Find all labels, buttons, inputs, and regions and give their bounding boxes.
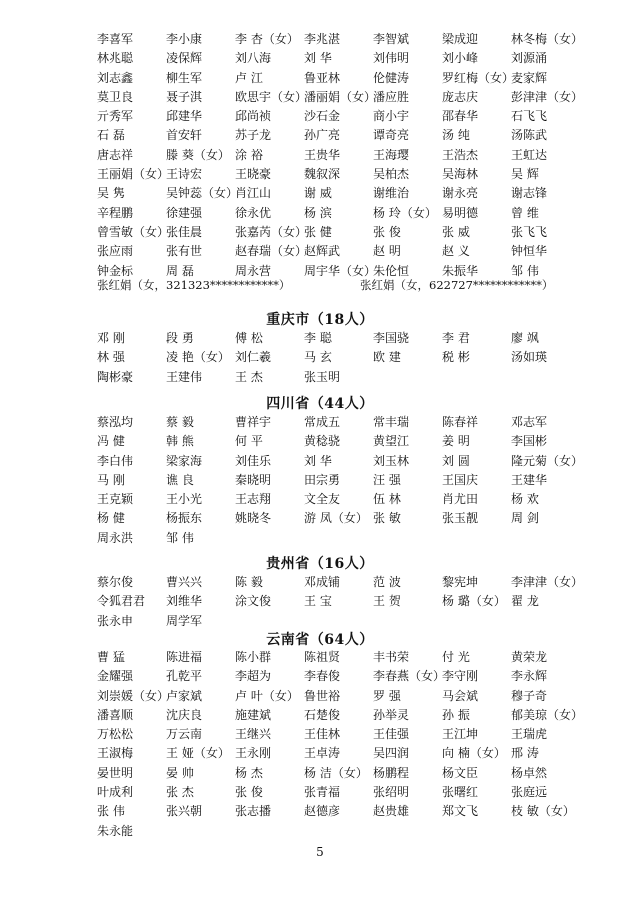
name-cell: 李 杏（女） (235, 32, 299, 46)
name-cell: 张 敏 (373, 511, 401, 526)
name-cell: 邓志军 (511, 415, 548, 429)
name-cell: 孙广亮 (304, 128, 341, 143)
name-cell: 马会斌 (442, 688, 479, 703)
name-row (97, 802, 587, 821)
name-list-chongqing (97, 329, 587, 387)
name-cell: 邹 伟 (166, 530, 194, 545)
name-cell: 张有世 (166, 244, 203, 259)
name-cell: 梁成迎 (442, 32, 479, 46)
name-row (97, 592, 587, 611)
name-row (97, 184, 587, 203)
name-cell: 刘八海 (235, 51, 272, 66)
name-cell: 涂文俊 (235, 594, 272, 609)
name-cell: 王继兴 (235, 727, 272, 742)
name-cell: 王丽娟（女） (97, 167, 170, 182)
name-cell: 张飞飞 (511, 224, 548, 239)
name-cell: 张玉明 (304, 369, 341, 384)
name-cell: 李津津（女） (511, 575, 584, 589)
name-cell: 李喜军 (97, 32, 134, 46)
name-cell: 刘 圆 (442, 453, 470, 468)
name-cell: 罗 强 (373, 688, 401, 703)
name-cell: 刘志鑫 (97, 70, 134, 85)
name-cell: 杨 健 (97, 511, 125, 526)
name-cell: 田宗勇 (304, 472, 341, 487)
name-cell: 郁美琼（女） (511, 707, 584, 722)
name-cell: 沙石金 (304, 109, 341, 124)
name-cell: 张 健 (304, 224, 332, 239)
name-cell: 卢 江 (235, 70, 263, 85)
name-list-yunnan (97, 648, 587, 841)
name-cell: 朱永能 (97, 823, 134, 838)
name-cell: 李 君 (442, 331, 470, 345)
section-heading-sichuan: 四川省（44人） (266, 396, 374, 412)
name-cell: 刘源涌 (511, 51, 548, 66)
name-cell: 施建斌 (235, 707, 272, 722)
name-cell: 吴 辉 (511, 167, 539, 182)
name-cell: 李超为 (235, 669, 272, 684)
name-cell: 姚晓冬 (235, 511, 272, 526)
name-cell: 涂 裕 (235, 147, 263, 162)
name-cell: 凌保辉 (166, 51, 203, 66)
name-cell: 段 勇 (166, 331, 194, 345)
name-cell: 晏世明 (97, 765, 134, 780)
name-row (97, 648, 587, 667)
name-cell: 唐志祥 (97, 147, 134, 162)
name-cell: 聂子淇 (166, 89, 203, 104)
name-cell: 刘 华 (304, 453, 332, 468)
name-cell: 凌 艳（女） (166, 350, 230, 365)
name-cell: 赵 明 (373, 244, 401, 259)
name-row (97, 69, 587, 88)
name-cell: 杨 璐（女） (442, 594, 506, 609)
name-row (97, 452, 587, 471)
name-cell: 枝 敏（女） (511, 804, 575, 819)
name-cell: 曹 猛 (97, 650, 125, 664)
name-row (97, 30, 587, 49)
name-cell: 石楚俊 (304, 707, 341, 722)
name-cell: 吴海林 (442, 167, 479, 182)
name-cell: 付 光 (442, 650, 470, 664)
section-heading-guizhou: 贵州省（16人） (266, 556, 374, 572)
name-cell: 蔡尔俊 (97, 575, 134, 589)
name-cell: 邱建华 (166, 109, 203, 124)
name-cell: 柳生军 (166, 70, 203, 85)
name-cell: 万云南 (166, 727, 203, 742)
name-cell: 沈庆良 (166, 707, 203, 722)
name-cell: 张嘉芮（女） (235, 224, 308, 239)
name-cell: 张 杰 (166, 785, 194, 800)
name-cell: 王晓豪 (235, 167, 272, 182)
name-row (97, 223, 587, 242)
name-cell: 滕 葵（女） (166, 147, 230, 162)
name-cell: 晏 帅 (166, 765, 194, 780)
name-cell: 汪 强 (373, 472, 401, 487)
name-cell: 赵贵雄 (373, 804, 410, 819)
name-cell: 曾 维 (511, 205, 539, 220)
name-cell: 邓 刚 (97, 331, 125, 345)
name-cell: 马 刚 (97, 472, 125, 487)
name-row (97, 509, 587, 528)
name-cell: 王建伟 (166, 369, 203, 384)
name-cell: 王海璎 (373, 147, 410, 162)
name-row (97, 573, 587, 592)
name-cell: 傅 松 (235, 331, 263, 345)
name-cell: 邢 涛 (511, 746, 539, 761)
name-cell: 王国庆 (442, 472, 479, 487)
name-cell: 张志播 (235, 804, 272, 819)
name-cell: 黄望江 (373, 434, 410, 449)
name-cell: 王小光 (166, 492, 203, 507)
name-cell: 孙举灵 (373, 707, 410, 722)
name-cell: 王永刚 (235, 746, 272, 761)
name-cell: 邱尚祯 (235, 109, 272, 124)
name-cell: 郑文飞 (442, 804, 479, 819)
name-row (97, 432, 587, 451)
name-cell: 吴钟蕊（女） (166, 186, 239, 201)
name-cell: 陈小群 (235, 650, 272, 664)
name-cell: 卢 叶（女） (235, 688, 299, 703)
name-cell: 黎宪坤 (442, 575, 479, 589)
name-row (97, 242, 587, 261)
name-cell: 林冬梅（女） (511, 32, 584, 46)
name-cell: 范 波 (373, 575, 401, 589)
name-cell: 朱伦恒 (373, 263, 410, 278)
name-cell: 王卓涛 (304, 746, 341, 761)
name-cell: 李小康 (166, 32, 203, 46)
name-cell: 邓成铺 (304, 575, 341, 589)
name-cell: 刘 华 (304, 51, 332, 66)
name-cell: 苏子龙 (235, 128, 272, 143)
name-cell: 陈进福 (166, 650, 203, 664)
name-cell: 周永营 (235, 263, 272, 278)
name-cell: 刘佳乐 (235, 453, 272, 468)
name-cell: 林 强 (97, 350, 125, 365)
name-cell: 谯 良 (166, 472, 194, 487)
name-cell: 钟金标 (97, 263, 134, 278)
name-cell: 陶彬豪 (97, 369, 134, 384)
name-cell: 陈春祥 (442, 415, 479, 429)
name-cell: 李 聪 (304, 331, 332, 345)
name-cell: 朱振华 (442, 263, 479, 278)
name-cell: 张 威 (442, 224, 470, 239)
name-cell: 谢志锋 (511, 186, 548, 201)
name-cell: 徐永优 (235, 205, 272, 220)
name-cell: 伦健涛 (373, 70, 410, 85)
name-cell: 麦家辉 (511, 70, 548, 85)
name-cell: 亓秀军 (97, 109, 134, 124)
name-cell: 万松松 (97, 727, 134, 742)
name-cell: 周永洪 (97, 530, 134, 545)
name-cell: 向 楠（女） (442, 746, 506, 761)
name-cell: 李国彬 (511, 434, 548, 449)
name-cell: 杨振东 (166, 511, 203, 526)
name-cell: 刘仁羲 (235, 350, 272, 365)
name-cell: 王佳林 (304, 727, 341, 742)
name-cell: 王淑梅 (97, 746, 134, 761)
name-cell: 张玉靓 (442, 511, 479, 526)
name-cell: 赵 义 (442, 244, 470, 259)
name-cell: 王 宝 (304, 594, 332, 609)
name-cell: 周 磊 (166, 263, 194, 278)
name-row (97, 687, 587, 706)
name-cell: 赵辉武 (304, 244, 341, 259)
name-cell: 杨鹏程 (373, 765, 410, 780)
name-cell: 鲁亚林 (304, 70, 341, 85)
name-cell: 易明德 (442, 205, 479, 220)
name-cell: 肖江山 (235, 186, 272, 201)
name-cell: 曹祥宇 (235, 415, 272, 429)
name-cell: 魏叙深 (304, 167, 341, 182)
name-cell: 周 剑 (511, 511, 539, 526)
name-cell: 何 平 (235, 434, 263, 449)
name-cell: 张兴朝 (166, 804, 203, 819)
name-cell: 王江坤 (442, 727, 479, 742)
name-cell: 王 杰 (235, 369, 263, 384)
name-cell: 王贵华 (304, 147, 341, 162)
name-row (97, 368, 587, 387)
name-cell: 张永申 (97, 613, 134, 628)
name-cell: 王瑞虎 (511, 727, 548, 742)
name-cell: 张绍明 (373, 785, 410, 800)
name-cell: 周学军 (166, 613, 203, 628)
name-cell: 李国骁 (373, 331, 410, 345)
name-cell: 王虹达 (511, 147, 548, 162)
name-cell: 常成五 (304, 415, 341, 429)
id-line-2: 张红娟（女，622727************） (360, 278, 554, 292)
name-cell: 赵德彦 (304, 804, 341, 819)
name-cell: 李春燕（女） (373, 669, 446, 684)
name-cell: 王 娅（女） (166, 746, 230, 761)
name-cell: 文全友 (304, 492, 341, 507)
name-cell: 徐建强 (166, 205, 203, 220)
name-row (97, 204, 587, 223)
name-cell: 杨卓然 (511, 765, 548, 780)
name-cell: 丰书荣 (373, 650, 410, 664)
name-cell: 林兆聪 (97, 51, 134, 66)
name-cell: 莫卫良 (97, 89, 134, 104)
name-cell: 马 玄 (304, 350, 332, 365)
name-cell: 王浩杰 (442, 147, 479, 162)
name-cell: 李兆湛 (304, 32, 341, 46)
name-cell: 梁家海 (166, 453, 203, 468)
name-cell: 张庭远 (511, 785, 548, 800)
name-cell: 刘崇媛（女） (97, 688, 170, 703)
name-cell: 石 磊 (97, 128, 125, 143)
name-cell: 王佳强 (373, 727, 410, 742)
name-cell: 叶成利 (97, 785, 134, 800)
name-row (97, 744, 587, 763)
name-cell: 刘小峰 (442, 51, 479, 66)
name-cell: 罗红梅（女） (442, 70, 515, 85)
name-row (97, 49, 587, 68)
name-cell: 杨 杰 (235, 765, 263, 780)
name-cell: 蔡 毅 (166, 415, 194, 429)
name-row (97, 612, 587, 631)
name-cell: 周宇华（女） (304, 263, 377, 278)
name-row (97, 348, 587, 367)
name-cell: 李春俊 (304, 669, 341, 684)
name-cell: 伍 林 (373, 492, 401, 507)
name-cell: 欧 建 (373, 350, 401, 365)
name-list-sichuan (97, 413, 587, 548)
name-row (97, 764, 587, 783)
name-cell: 陈 毅 (235, 575, 263, 589)
name-cell: 吴柏杰 (373, 167, 410, 182)
name-cell: 秦晓明 (235, 472, 272, 487)
name-cell: 张 伟 (97, 804, 125, 819)
name-cell: 潘丽娟（女） (304, 89, 377, 104)
name-cell: 李永辉 (511, 669, 548, 684)
name-cell: 庞志庆 (442, 89, 479, 104)
name-row (97, 725, 587, 744)
name-cell: 常丰瑞 (373, 415, 410, 429)
name-cell: 隆元菊（女） (511, 453, 584, 468)
name-cell: 张应雨 (97, 244, 134, 259)
name-cell: 金耀强 (97, 669, 134, 684)
name-cell: 辛程鹏 (97, 205, 134, 220)
name-cell: 肖尤田 (442, 492, 479, 507)
page-number: 5 (316, 845, 324, 859)
name-cell: 汤陈武 (511, 128, 548, 143)
name-cell: 李智斌 (373, 32, 410, 46)
name-cell: 冯 健 (97, 434, 125, 449)
name-cell: 商小宇 (373, 109, 410, 124)
name-cell: 潘喜顺 (97, 707, 134, 722)
name-row (97, 822, 587, 841)
section-heading-chongqing: 重庆市（18人） (266, 312, 374, 328)
name-row (97, 126, 587, 145)
name-cell: 首安轩 (166, 128, 203, 143)
name-row (97, 146, 587, 165)
name-cell: 谢维治 (373, 186, 410, 201)
name-cell: 令狐君君 (97, 594, 146, 609)
name-row (97, 165, 587, 184)
name-cell: 姜 明 (442, 434, 470, 449)
name-cell: 吴 隽 (97, 186, 125, 201)
name-cell: 张 俊 (235, 785, 263, 800)
name-cell: 张青福 (304, 785, 341, 800)
name-cell: 韩 熊 (166, 434, 194, 449)
name-cell: 彭津津（女） (511, 89, 584, 104)
id-line-1: 张红娟（女，321323************） (97, 278, 291, 292)
name-cell: 汤如瑛 (511, 350, 548, 365)
name-cell: 钟恒华 (511, 244, 548, 259)
name-cell: 曾雪敏（女） (97, 224, 170, 239)
name-row (97, 413, 587, 432)
name-row (97, 490, 587, 509)
name-cell: 谢 威 (304, 186, 332, 201)
name-cell: 石飞飞 (511, 109, 548, 124)
name-cell: 邹 伟 (511, 263, 539, 278)
name-cell: 卢家斌 (166, 688, 203, 703)
name-cell: 刘伟明 (373, 51, 410, 66)
name-cell: 张 俊 (373, 224, 401, 239)
name-cell: 杨 玲（女） (373, 205, 437, 220)
name-cell: 杨 滨 (304, 205, 332, 220)
name-cell: 王 贺 (373, 594, 401, 609)
name-cell: 游 凤（女） (304, 511, 368, 526)
name-cell: 潘应胜 (373, 89, 410, 104)
name-cell: 邵春华 (442, 109, 479, 124)
name-cell: 鲁世裕 (304, 688, 341, 703)
name-cell: 孔乾平 (166, 669, 203, 684)
name-row (97, 471, 587, 490)
section-heading-yunnan: 云南省（64人） (266, 632, 374, 648)
name-list-guizhou (97, 573, 587, 631)
name-cell: 陈祖贤 (304, 650, 341, 664)
name-cell: 杨 洁（女） (304, 765, 368, 780)
name-cell: 杨 欢 (511, 492, 539, 507)
name-row (97, 529, 587, 548)
name-row (97, 88, 587, 107)
name-cell: 孙 振 (442, 707, 470, 722)
name-list-top (97, 30, 587, 281)
name-row (97, 783, 587, 802)
name-cell: 杨文臣 (442, 765, 479, 780)
name-cell: 翟 龙 (511, 594, 539, 609)
name-cell: 王志翔 (235, 492, 272, 507)
name-cell: 谢永亮 (442, 186, 479, 201)
name-cell: 廖 飒 (511, 331, 539, 345)
name-cell: 刘维华 (166, 594, 203, 609)
name-cell: 黄稔骁 (304, 434, 341, 449)
name-row (97, 667, 587, 686)
name-cell: 李守刚 (442, 669, 479, 684)
name-cell: 刘玉林 (373, 453, 410, 468)
name-cell: 王建华 (511, 472, 548, 487)
name-row (97, 329, 587, 348)
name-cell: 张佳晨 (166, 224, 203, 239)
name-cell: 赵春瑞（女） (235, 244, 308, 259)
name-cell: 张曙红 (442, 785, 479, 800)
name-cell: 穆子奇 (511, 688, 548, 703)
name-cell: 欧思宇（女） (235, 89, 308, 104)
name-cell: 吴四润 (373, 746, 410, 761)
name-cell: 税 彬 (442, 350, 470, 365)
name-cell: 王克颖 (97, 492, 134, 507)
name-cell: 王诗宏 (166, 167, 203, 182)
name-row (97, 107, 587, 126)
name-cell: 汤 纯 (442, 128, 470, 143)
name-row (97, 706, 587, 725)
name-cell: 黄荣龙 (511, 650, 548, 664)
name-cell: 蔡泓均 (97, 415, 134, 429)
name-cell: 曹兴兴 (166, 575, 203, 589)
name-cell: 李白伟 (97, 453, 134, 468)
name-cell: 谭奇亮 (373, 128, 410, 143)
